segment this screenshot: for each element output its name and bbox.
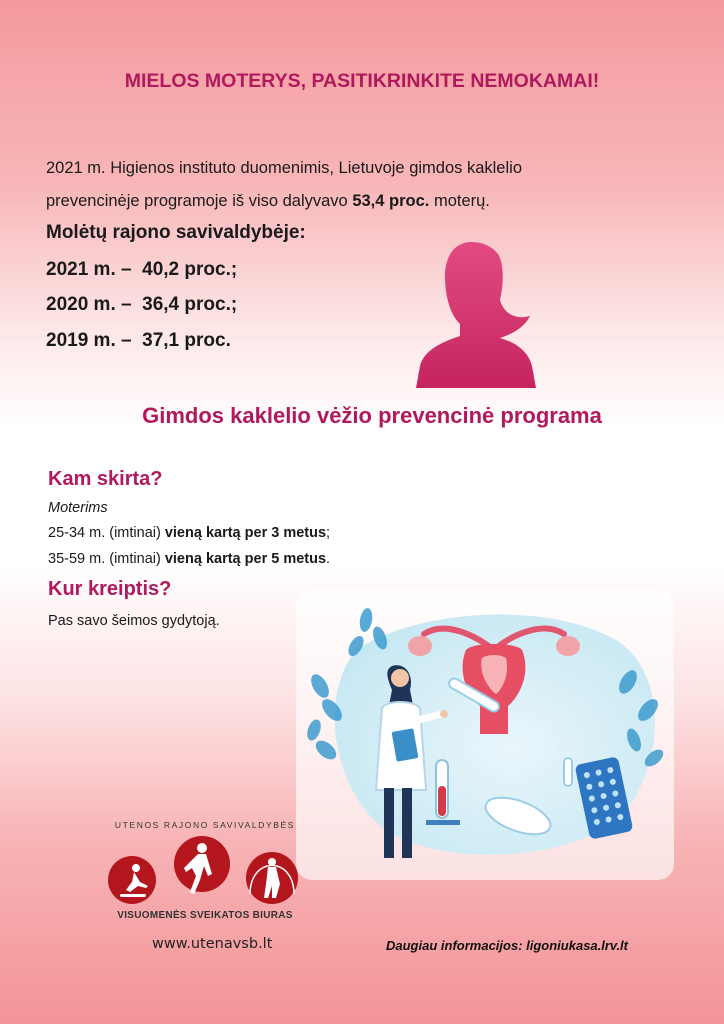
intro-paragraph <box>46 152 606 218</box>
page-title: MIELOS MOTERYS, PASITIKRINKITE NEMOKAMAI! <box>124 70 600 92</box>
intro-text-end: moterų. <box>429 192 490 210</box>
tampon-icon <box>564 758 572 786</box>
municipality-heading: Molėtų rajono savivaldybėje: <box>46 222 306 243</box>
stat-row <box>46 330 231 352</box>
stat-row <box>46 259 237 281</box>
who-subheading: Moterims <box>48 500 108 516</box>
schedule-punct: ; <box>326 525 331 541</box>
program-title: Gimdos kaklelio vėžio prevencinė programa <box>142 403 602 428</box>
stat-value: 40,2 proc.; <box>142 259 238 280</box>
schedule-row <box>48 551 330 567</box>
schedule-frequency: vieną kartą per 5 metus <box>164 551 327 567</box>
vsb-logo-icon <box>100 820 310 924</box>
woman-silhouette-icon <box>412 238 536 388</box>
schedule-punct: . <box>326 551 331 567</box>
website-link[interactable]: www.utenavsb.lt <box>152 936 273 952</box>
logo-top-text: UTENOS RAJONO SAVIVALDYBĖS <box>114 820 296 830</box>
where-heading: Kur kreiptis? <box>48 578 172 600</box>
stat-year: 2019 m. – <box>46 330 132 351</box>
stat-row <box>46 294 237 316</box>
stat-value: 37,1 proc. <box>142 330 231 351</box>
stat-year: 2021 m. – <box>46 259 132 280</box>
who-heading: Kam skirta? <box>48 468 163 490</box>
schedule-row <box>48 525 330 541</box>
more-info-text[interactable]: Daugiau informacijos: ligoniukasa.lrv.lt <box>386 938 628 953</box>
intro-text: 2021 m. Higienos instituto duomenimis, Lietuvoje gimdos kaklelio prevencinėje programoje iš viso dalyvavo <box>46 159 522 210</box>
schedule-frequency: vieną kartą per 3 metus <box>164 525 327 541</box>
where-text: Pas savo šeimos gydytoją. <box>48 613 220 629</box>
logo-bottom-text: VISUOMENĖS SVEIKATOS BIURAS <box>117 910 293 921</box>
stat-value: 36,4 proc.; <box>142 294 238 315</box>
medical-illustration <box>296 590 674 880</box>
stat-year: 2020 m. – <box>46 294 132 315</box>
schedule-age: 35-59 m. (imtinai) <box>48 551 165 567</box>
intro-highlight: 53,4 proc. <box>352 192 430 210</box>
schedule-age: 25-34 m. (imtinai) <box>48 525 165 541</box>
